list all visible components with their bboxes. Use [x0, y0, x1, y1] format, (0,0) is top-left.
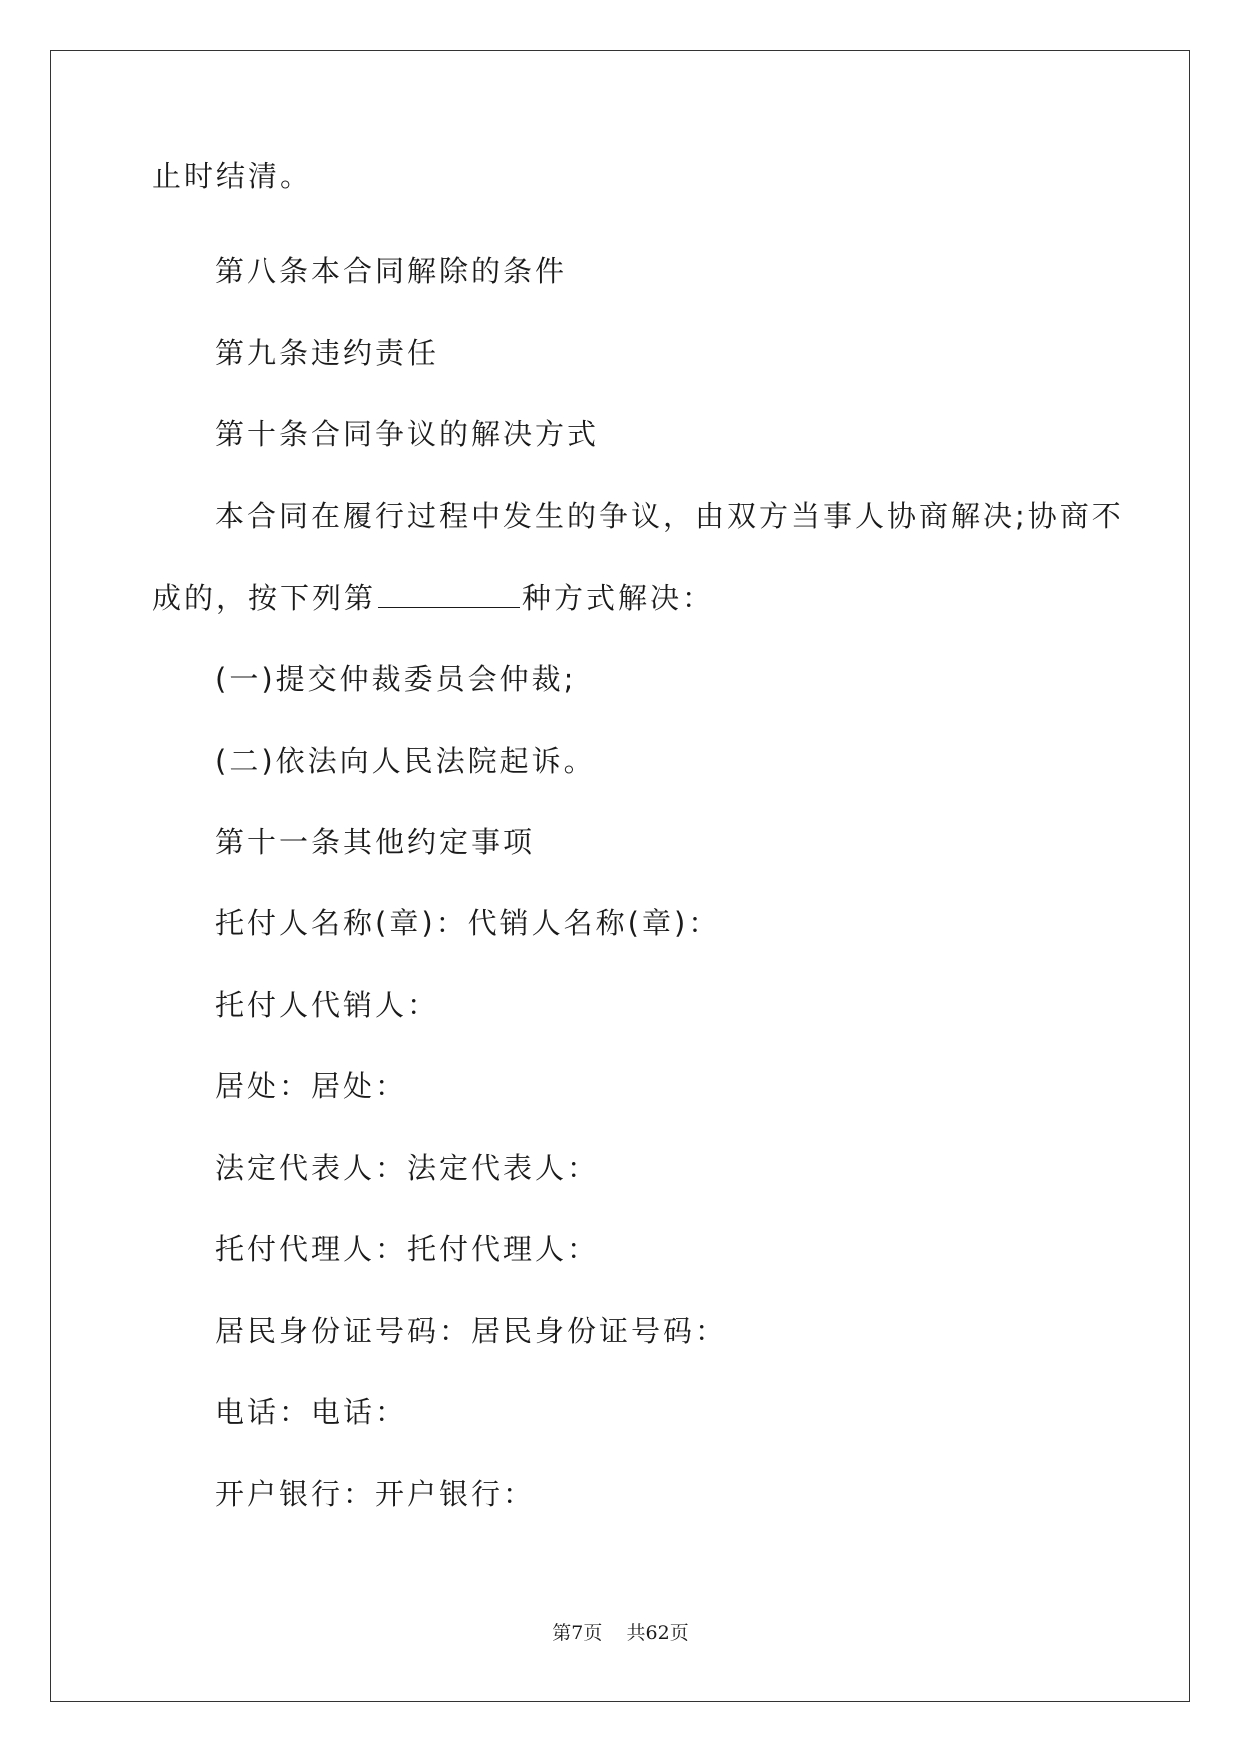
- list-item: (一)提交仲裁委员会仲裁;: [215, 662, 577, 696]
- paragraph-text-part: 种方式解决：: [522, 581, 715, 615]
- signature-field: 托付代理人：托付代理人：: [215, 1232, 600, 1266]
- page-footer: [0, 1618, 1241, 1645]
- signature-field: 开户银行：开户银行：: [215, 1477, 536, 1511]
- signature-field: 电话：电话：: [215, 1395, 408, 1429]
- paragraph-text: 本合同在履行过程中发生的争议，由双方当事人协商解决;协商不: [215, 499, 1124, 533]
- paragraph-text-part: 成的，按下列第: [152, 581, 377, 615]
- clause-heading: 第十一条其他约定事项: [215, 825, 536, 859]
- signature-field: 居处：居处：: [215, 1069, 408, 1103]
- clause-heading: 第八条本合同解除的条件: [215, 254, 568, 288]
- clause-heading: 第九条违约责任: [215, 336, 440, 370]
- page-total: 共62页: [626, 1622, 689, 1644]
- signature-field: 托付人名称(章)：代销人名称(章)：: [215, 906, 721, 940]
- fill-in-blank[interactable]: [378, 581, 520, 608]
- signature-field: 居民身份证号码：居民身份证号码：: [215, 1314, 728, 1348]
- list-item: (二)依法向人民法院起诉。: [215, 744, 596, 778]
- signature-field: 法定代表人：法定代表人：: [215, 1151, 600, 1185]
- paragraph-text: [152, 580, 714, 616]
- clause-heading: 第十条合同争议的解决方式: [215, 417, 600, 451]
- page-border: [50, 50, 1190, 1702]
- paragraph-text: 止时结清。: [152, 159, 313, 193]
- page-number: 第7页: [552, 1622, 603, 1644]
- signature-field: 托付人代销人：: [215, 988, 440, 1022]
